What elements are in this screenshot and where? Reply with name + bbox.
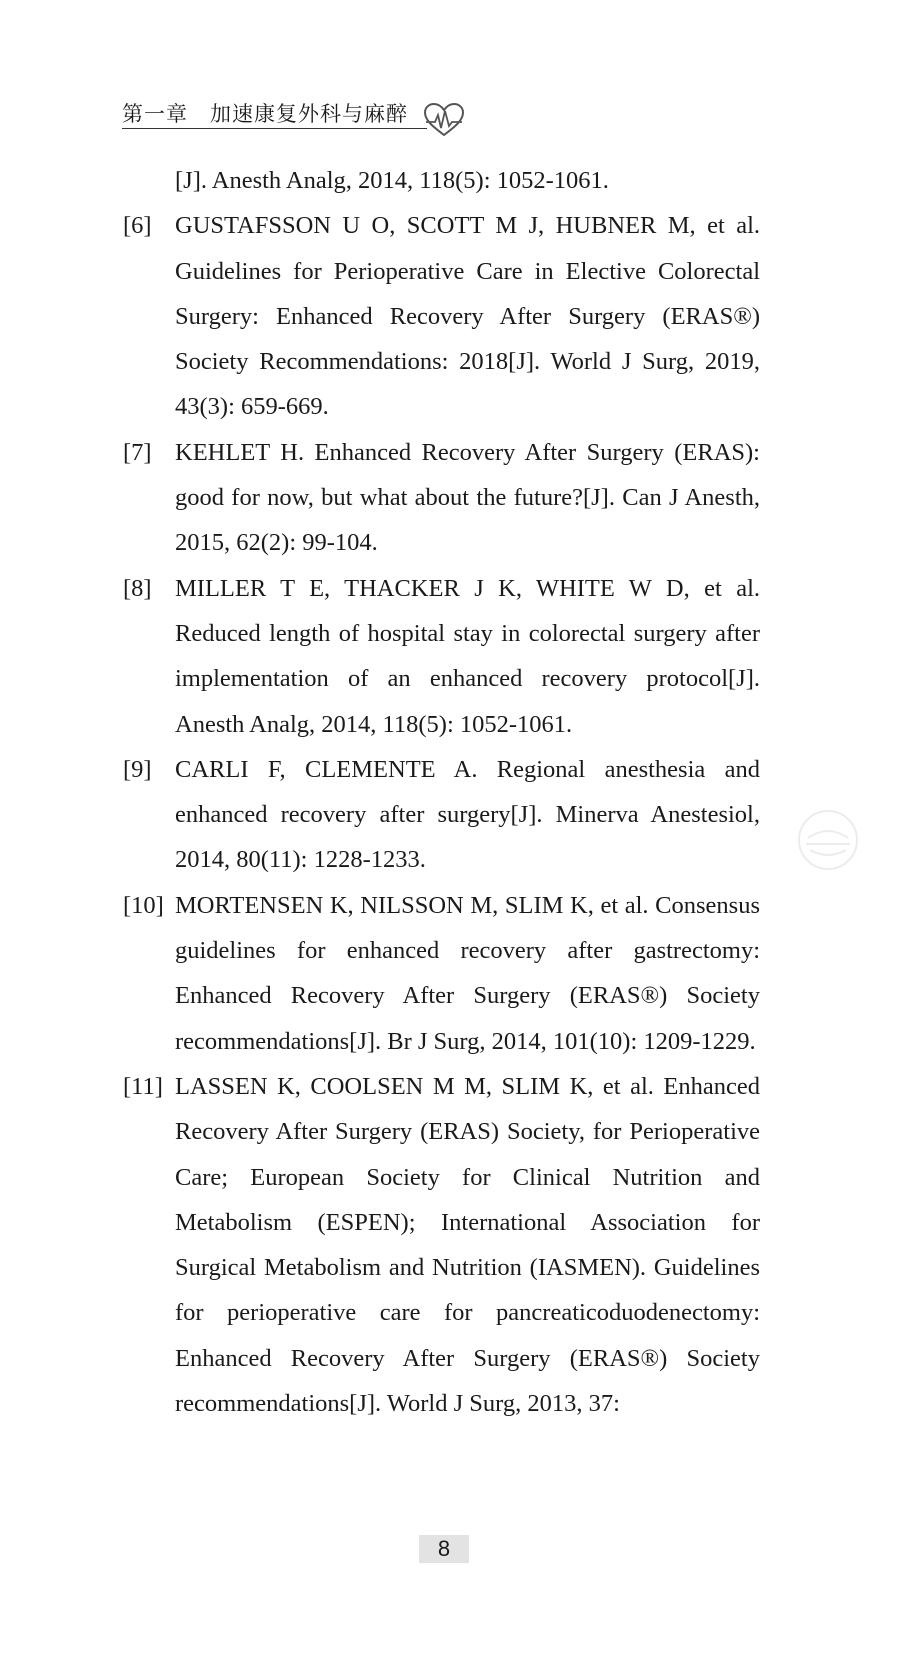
reference-entry	[0, 883, 900, 1064]
reference-number: [7]	[123, 438, 152, 466]
reference-entry	[0, 566, 900, 747]
reference-list	[0, 158, 900, 1426]
reference-number: [6]	[123, 212, 152, 240]
reference-text: KEHLET H. Enhanced Recovery After Surgery (ERAS): good for now, but what about the future?[J]. Can J Anesth, 2015, 62(2): 99-104.	[175, 438, 760, 557]
reference-text: MILLER T E, THACKER J K, WHITE W D, et al. Reduced length of hospital stay in colorectal surgery after implementation of an enhanced recovery protocol[J]. Anesth Analg, 2014, 118(5): 1052-1061.	[175, 574, 760, 738]
running-header	[122, 98, 467, 138]
reference-entry	[0, 203, 900, 429]
reference-number: [10]	[123, 891, 164, 919]
reference-text: LASSEN K, COOLSEN M M, SLIM K, et al. Enhanced Recovery After Surgery (ERAS) Society, for Perioperative Care; European Society for Clinical Nutrition and Metabolism (ESPEN); International Association for Surgical Metabolism and Nutrition (IASMEN). Guidelines for perioperative care for pancreaticoduodenectomy: Enhanced Recovery After Surgery (ERAS®) Society recommendations[J]. World J Surg, 2013, 37:	[175, 1072, 760, 1418]
reference-entry	[0, 747, 900, 883]
heart-pulse-icon	[422, 102, 466, 138]
watermark-logo-icon	[796, 808, 860, 872]
reference-text: GUSTAFSSON U O, SCOTT M J, HUBNER M, et al. Guidelines for Perioperative Care in Elective Colorectal Surgery: Enhanced Recovery After Surgery (ERAS®) Society Recommendations: 2018[J]. World J Surg, 2019, 43(3): 659-669.	[175, 212, 760, 421]
page-number: 8	[419, 1535, 469, 1563]
reference-entry	[0, 1064, 900, 1426]
reference-text: CARLI F, CLEMENTE A. Regional anesthesia and enhanced recovery after surgery[J]. Minerva Anestesiol, 2014, 80(11): 1228-1233.	[175, 755, 760, 874]
reference-text: MORTENSEN K, NILSSON M, SLIM K, et al. Consensus guidelines for enhanced recovery after gastrectomy: Enhanced Recovery After Surgery (ERAS®) Society recommendations[J]. Br J Surg, 2014, 101(10): 1209-1229.	[175, 891, 760, 1055]
reference-number: [9]	[123, 755, 152, 783]
reference-entry	[0, 158, 900, 203]
reference-text: [J]. Anesth Analg, 2014, 118(5): 1052-1061.	[175, 167, 609, 194]
header-rule	[122, 128, 427, 129]
reference-number: [8]	[123, 574, 152, 602]
reference-entry	[0, 430, 900, 566]
chapter-title: 第一章 加速康复外科与麻醉	[122, 102, 408, 126]
reference-number: [11]	[123, 1072, 163, 1100]
